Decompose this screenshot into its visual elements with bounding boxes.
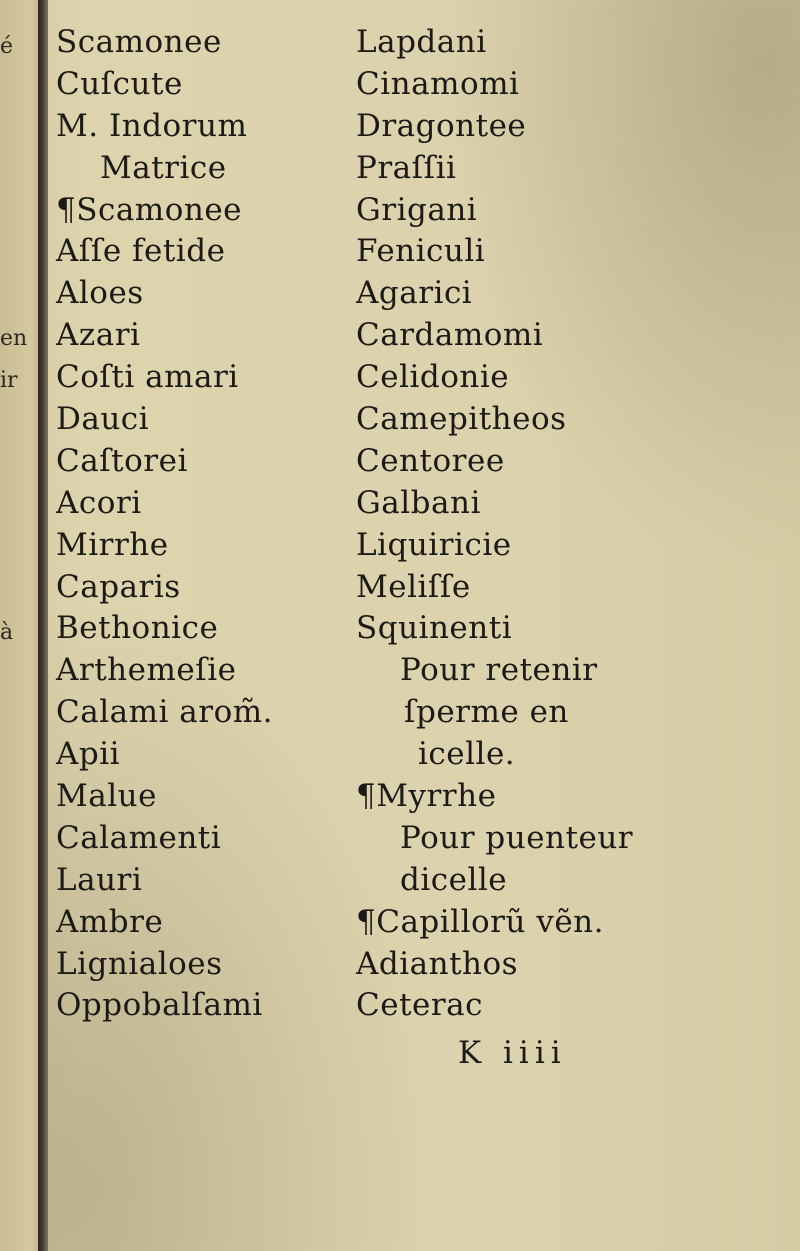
ingredient-entry: Coſti amari [56, 359, 239, 396]
ingredient-entry: Camepitheos [356, 401, 567, 438]
ingredient-entry: Arthemeſie [56, 652, 237, 689]
ingredient-entry: Caparis [56, 568, 181, 605]
ingredient-entry: Oppobalſami [56, 987, 263, 1024]
ingredient-entry: Bethonice [56, 610, 219, 647]
ingredient-entry: Malue [56, 778, 157, 815]
ingredient-entry: Meliſſe [356, 568, 471, 605]
ingredient-entry: Cuſcute [56, 65, 183, 102]
ingredient-entry: Ambre [56, 903, 164, 940]
section-heading: Pour puenteur [400, 819, 634, 856]
ingredient-entry: Ceterac [356, 987, 484, 1024]
ingredient-entry: Adianthos [356, 945, 519, 982]
ingredient-entry: ¶Scamonee [56, 191, 243, 228]
ingredient-entry: Lapdani [356, 24, 487, 60]
ingredient-entry: Cardamomi [356, 317, 544, 354]
margin-fragment: en [0, 326, 28, 351]
ingredient-entry: Acori [56, 484, 142, 521]
ingredient-entry: Matrice [100, 149, 227, 186]
ingredient-entry: Squinenti [356, 610, 513, 647]
ingredient-entry: Calamenti [56, 819, 222, 856]
section-heading: Pour retenir [400, 652, 598, 689]
ingredient-entry: Liquiricie [356, 526, 512, 563]
section-heading: ſperme en [404, 694, 569, 731]
ingredient-entry: Centoree [356, 442, 505, 479]
ingredient-entry: Feniculi [356, 233, 486, 270]
ingredient-entry: Cinamomi [356, 65, 520, 102]
ingredient-entry: M. Indorum [56, 107, 248, 144]
ingredient-entry: Agarici [356, 275, 473, 312]
ingredient-entry: Praſſii [356, 149, 457, 186]
ingredient-entry: Calami arom̃. [56, 694, 273, 731]
ingredient-entry: Lauri [56, 861, 143, 898]
ingredient-entry: Dragontee [356, 107, 527, 144]
ingredient-entry: Mirrhe [56, 526, 169, 563]
ingredient-entry: Scamonee [56, 24, 222, 60]
margin-fragment: à [0, 620, 14, 645]
ingredient-entry: Aloes [56, 275, 144, 312]
section-heading: icelle. [418, 736, 516, 773]
ingredient-entry: Caſtorei [56, 442, 188, 479]
ingredient-entry: Azari [56, 317, 141, 354]
ingredient-entry: ¶Myrrhe [356, 778, 497, 815]
signature-mark: K iiii [458, 1035, 567, 1071]
ingredient-entry: Grigani [356, 191, 478, 228]
book-gutter [38, 0, 48, 1251]
left-ingredient-column [56, 22, 273, 1027]
ingredient-entry: Celidonie [356, 359, 510, 396]
margin-fragment: ir [0, 368, 18, 393]
right-ingredient-column [356, 22, 633, 1027]
section-heading: dicelle [400, 861, 508, 898]
ingredient-entry: ¶Capillorũ vẽn. [356, 903, 604, 940]
ingredient-entry: Apii [56, 736, 121, 773]
ingredient-entry: Lignialoes [56, 945, 223, 982]
ingredient-entry: Galbani [356, 484, 481, 521]
margin-fragment: é [0, 34, 14, 59]
ingredient-entry: Dauci [56, 401, 150, 438]
ingredient-entry: Aſſe fetide [56, 233, 226, 270]
